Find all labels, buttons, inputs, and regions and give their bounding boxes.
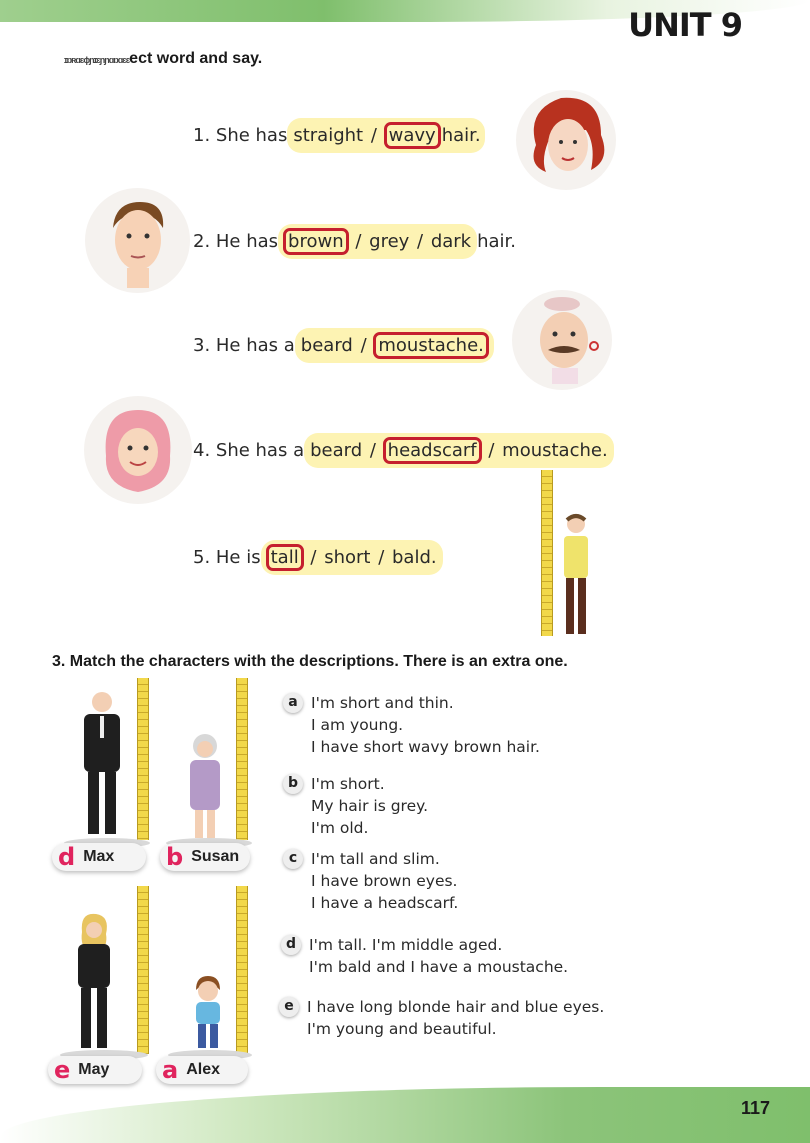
description-line: I'm old. [311, 819, 369, 837]
description-line: I have a headscarf. [311, 894, 459, 912]
option-moustache-circled[interactable]: moustache. [373, 332, 489, 359]
description-letter: d [281, 935, 301, 955]
man-moustache-image [512, 290, 612, 390]
max-figure-image [74, 688, 130, 840]
option-moustache-2[interactable]: moustache. [502, 440, 608, 461]
character-letter: e [54, 1056, 71, 1084]
option-short[interactable]: short [324, 547, 371, 568]
description-letter: a [283, 693, 303, 713]
description-letter: c [283, 849, 303, 869]
character-label-susan [160, 843, 250, 871]
description-d [285, 934, 569, 978]
woman-wavy-hair-image [516, 90, 616, 190]
unit-title: UNIT 9 [628, 6, 742, 44]
option-dark[interactable]: dark [430, 231, 472, 252]
may-figure-image [66, 912, 122, 1054]
option-brown-circled[interactable]: brown [283, 228, 349, 255]
description-e [284, 996, 605, 1040]
sentence-5-prefix: 5. He is [193, 547, 261, 568]
sentence-4-prefix: 4. She has a [193, 440, 305, 461]
alex-figure-image [186, 976, 232, 1052]
option-beard[interactable]: beard [300, 335, 353, 356]
page-number: 117 [740, 1098, 770, 1118]
description-line: I'm tall and slim. [311, 850, 440, 868]
option-straight[interactable]: straight [293, 125, 364, 146]
description-line: I'm tall. I'm middle aged. [309, 936, 503, 954]
bottom-decorative-band [0, 1087, 810, 1143]
character-letter: d [58, 843, 76, 871]
character-label-max [52, 843, 146, 871]
character-letter: a [162, 1056, 179, 1084]
description-line: I'm bald and I have a moustache. [309, 958, 569, 976]
character-name: May [78, 1061, 110, 1078]
description-a [288, 692, 540, 758]
height-ruler-max [137, 678, 149, 840]
description-line: I am young. [311, 716, 404, 734]
woman-headscarf-image [84, 396, 192, 504]
description-line: My hair is grey. [311, 797, 429, 815]
description-line: I'm short and thin. [311, 694, 454, 712]
character-letter: b [166, 843, 184, 871]
exercise-2-instruction: ɪɒʀɑɛɸɲɪɛɲɲɑɒɑɛɛect word and say. [64, 50, 263, 67]
height-ruler-may [137, 886, 149, 1054]
option-headscarf-circled[interactable]: headscarf [383, 437, 482, 464]
option-wavy-circled[interactable]: wavy [384, 122, 441, 149]
height-ruler-alex [236, 886, 248, 1054]
description-letter: b [283, 774, 303, 794]
susan-figure-image [180, 732, 230, 840]
character-label-may [48, 1056, 142, 1084]
sentence-3-prefix: 3. He has a [193, 335, 295, 356]
description-line: I have short wavy brown hair. [311, 738, 540, 756]
sentence-4: 4. She has abeard / headscarf / moustache. [193, 433, 614, 468]
description-line: I have long blonde hair and blue eyes. [307, 998, 605, 1016]
height-ruler-susan [236, 678, 248, 840]
sentence-1-prefix: 1. She has [193, 125, 288, 146]
sentence-5: 5. He istall / short / bald. [193, 540, 443, 575]
tall-man-image [552, 512, 602, 640]
description-b [287, 773, 429, 839]
description-letter: e [279, 997, 299, 1017]
character-name: Alex [186, 1061, 220, 1078]
option-bald[interactable]: bald. [392, 547, 437, 568]
sentence-2: 2. He hasbrown / grey / darkhair. [193, 224, 516, 259]
option-grey[interactable]: grey [369, 231, 410, 252]
sentence-2-suffix: hair. [477, 231, 517, 252]
sentence-1-suffix: hair. [441, 125, 481, 146]
description-c [288, 848, 459, 914]
sentence-3: 3. He has abeard / moustache. [193, 328, 494, 363]
character-label-alex [156, 1056, 248, 1084]
option-tall-circled[interactable]: tall [266, 544, 304, 571]
description-line: I have brown eyes. [311, 872, 458, 890]
character-name: Susan [191, 848, 240, 865]
description-line: I'm young and beautiful. [307, 1020, 497, 1038]
description-line: I'm short. [311, 775, 385, 793]
sentence-2-prefix: 2. He has [193, 231, 279, 252]
man-brown-hair-image [85, 188, 190, 293]
exercise-3-title: 3. Match the characters with the descriptions. There is an extra one. [52, 653, 568, 670]
option-beard-2[interactable]: beard [310, 440, 363, 461]
sentence-1: 1. She hasstraight / wavyhair. [193, 118, 485, 153]
character-name: Max [83, 848, 115, 865]
